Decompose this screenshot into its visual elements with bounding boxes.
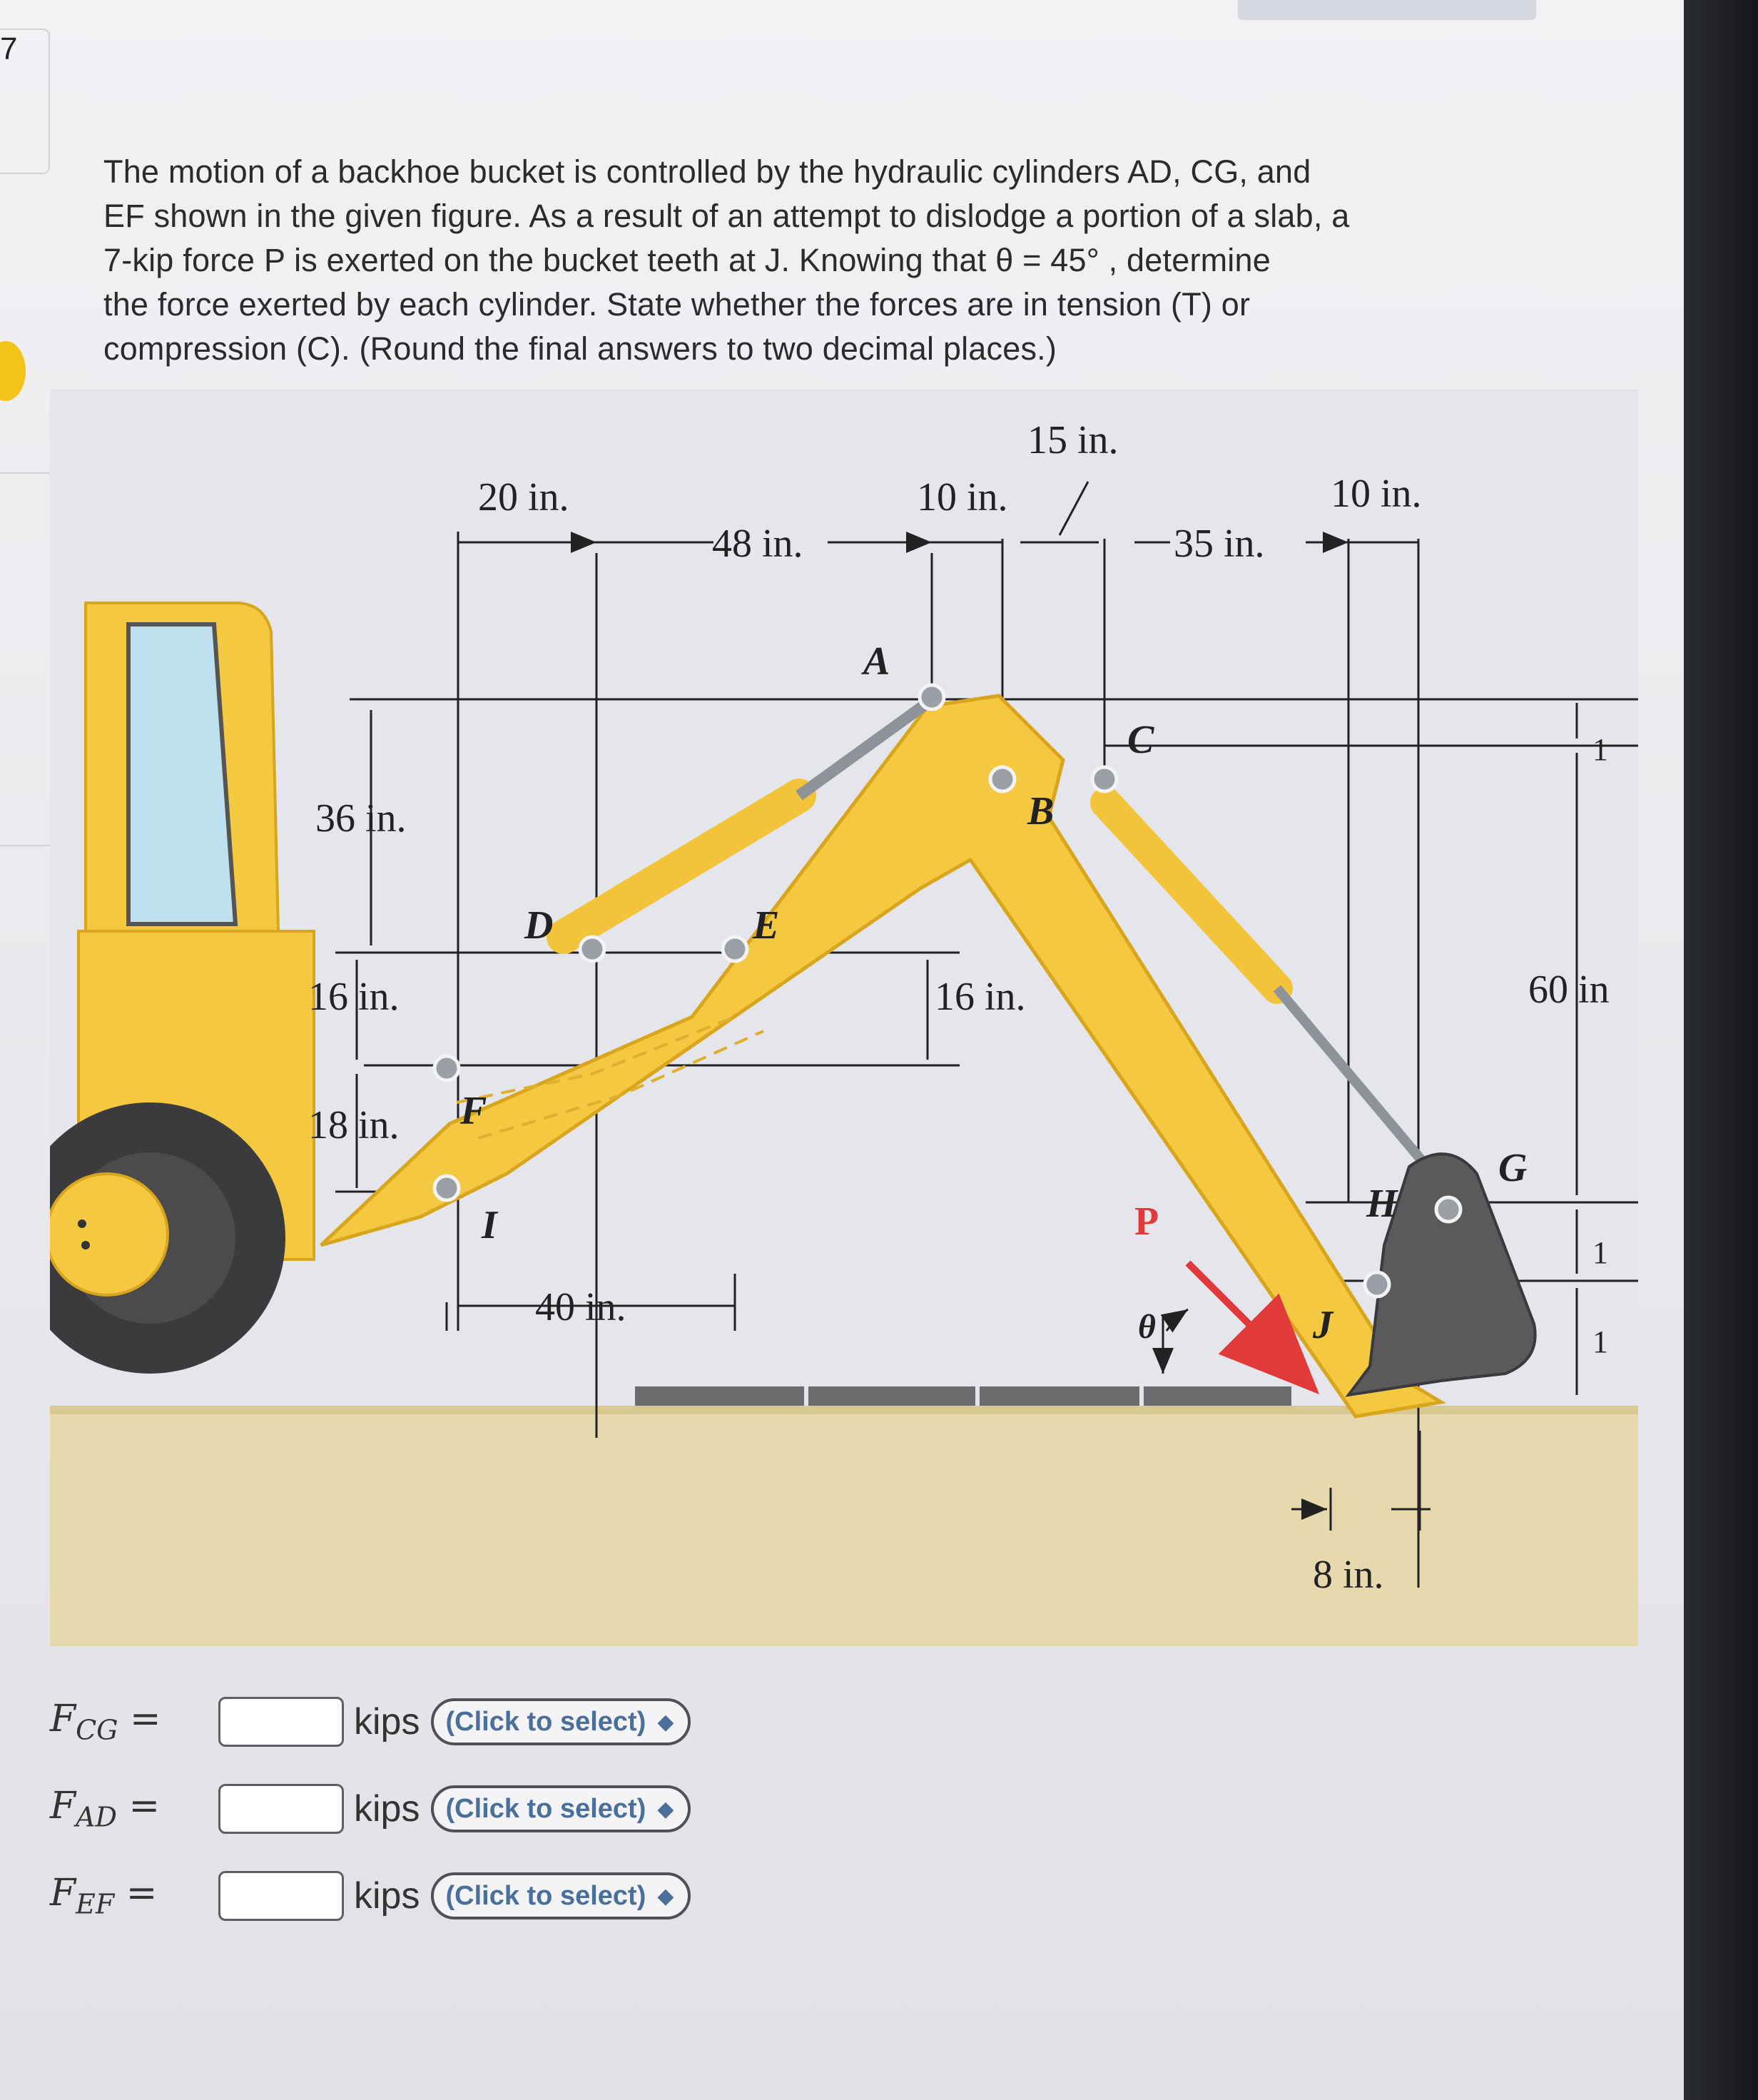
force-P-label: P bbox=[1134, 1199, 1159, 1244]
point-I: I bbox=[482, 1203, 497, 1247]
point-A: A bbox=[863, 639, 890, 684]
FAD-tension-compression-select[interactable] bbox=[431, 1785, 691, 1832]
answer-row-FCG bbox=[50, 1678, 835, 1765]
backhoe-diagram bbox=[50, 389, 1638, 1646]
answer-section bbox=[50, 1678, 835, 1939]
answer-label-FAD: $F_{AD}$ = bbox=[50, 1785, 161, 1833]
problem-line-4: the force exerted by each cylinder. State whether the forces are in tension (T) or bbox=[103, 286, 1251, 323]
point-J: J bbox=[1313, 1303, 1333, 1347]
dim-8-in: 8 in. bbox=[1313, 1553, 1384, 1597]
FAD-unit: kips bbox=[354, 1788, 420, 1830]
FEF-unit: kips bbox=[354, 1875, 420, 1917]
select-chevron-icon: ◆ bbox=[657, 1884, 674, 1908]
ground bbox=[50, 1406, 1638, 1646]
dim-20-in: 20 in. bbox=[478, 475, 569, 519]
problem-statement bbox=[103, 150, 1573, 371]
backhoe-figure bbox=[50, 389, 1638, 1646]
top-tab[interactable] bbox=[1238, 0, 1536, 20]
dim-35-in: 35 in. bbox=[1174, 522, 1265, 566]
point-C: C bbox=[1127, 718, 1154, 762]
dim-40-in: 40 in. bbox=[535, 1285, 626, 1329]
FCG-select-text: (Click to select) bbox=[445, 1706, 646, 1737]
point-B: B bbox=[1027, 789, 1055, 833]
dim-48-in: 48 in. bbox=[712, 522, 803, 566]
answer-row-FEF bbox=[50, 1852, 835, 1939]
point-H: H bbox=[1366, 1182, 1398, 1226]
dim-60-in: 60 in bbox=[1528, 968, 1610, 1012]
problem-line-3: 7-kip force P is exerted on the bucket teeth at J. Knowing that θ = 45° , determine bbox=[103, 242, 1271, 278]
problem-line-1: The motion of a backhoe bucket is controlled by the hydraulic cylinders AD, CG, and bbox=[103, 153, 1311, 190]
tractor bbox=[50, 603, 314, 1374]
answer-row-FAD bbox=[50, 1765, 835, 1852]
point-G: G bbox=[1498, 1146, 1528, 1190]
dim-right-1a: 1 bbox=[1592, 732, 1608, 767]
select-chevron-icon: ◆ bbox=[657, 1797, 674, 1821]
FCG-input[interactable] bbox=[218, 1697, 344, 1747]
dim-16-in-b: 16 in. bbox=[935, 975, 1026, 1019]
answer-label-FCG: $F_{CG}$ = bbox=[50, 1698, 161, 1746]
FCG-unit: kips bbox=[354, 1701, 420, 1743]
dim-right-1b: 1 bbox=[1592, 1235, 1608, 1270]
point-D: D bbox=[524, 903, 554, 948]
dim-18-in: 18 in. bbox=[308, 1103, 400, 1147]
select-chevron-icon: ◆ bbox=[657, 1710, 674, 1734]
dim-16-in-a: 16 in. bbox=[308, 975, 400, 1019]
device-bezel bbox=[1684, 0, 1758, 2100]
dim-36-in: 36 in. bbox=[315, 796, 407, 841]
FEF-input[interactable] bbox=[218, 1871, 344, 1921]
slab bbox=[635, 1386, 1291, 1406]
point-F: F bbox=[460, 1089, 487, 1133]
problem-line-5: compression (C). (Round the final answers to two decimal places.) bbox=[103, 330, 1057, 367]
dim-10-in-a: 10 in. bbox=[917, 475, 1008, 519]
theta-label: θ bbox=[1138, 1308, 1156, 1346]
question-number-glyph bbox=[0, 31, 11, 47]
FAD-select-text: (Click to select) bbox=[445, 1793, 646, 1824]
dim-15-in: 15 in. bbox=[1027, 418, 1119, 462]
point-E: E bbox=[753, 903, 780, 948]
dim-10-in-b: 10 in. bbox=[1331, 472, 1422, 516]
FCG-tension-compression-select[interactable] bbox=[431, 1698, 691, 1745]
answer-label-FEF: $F_{EF}$ = bbox=[50, 1872, 158, 1920]
FEF-select-text: (Click to select) bbox=[445, 1880, 646, 1911]
dim-right-1c: 1 bbox=[1592, 1324, 1608, 1359]
left-panel-tab-2[interactable] bbox=[0, 472, 54, 846]
problem-line-2: EF shown in the given figure. As a result of an attempt to dislodge a portion of a slab, a bbox=[103, 198, 1350, 234]
FAD-input[interactable] bbox=[218, 1784, 344, 1834]
FEF-tension-compression-select[interactable] bbox=[431, 1872, 691, 1919]
